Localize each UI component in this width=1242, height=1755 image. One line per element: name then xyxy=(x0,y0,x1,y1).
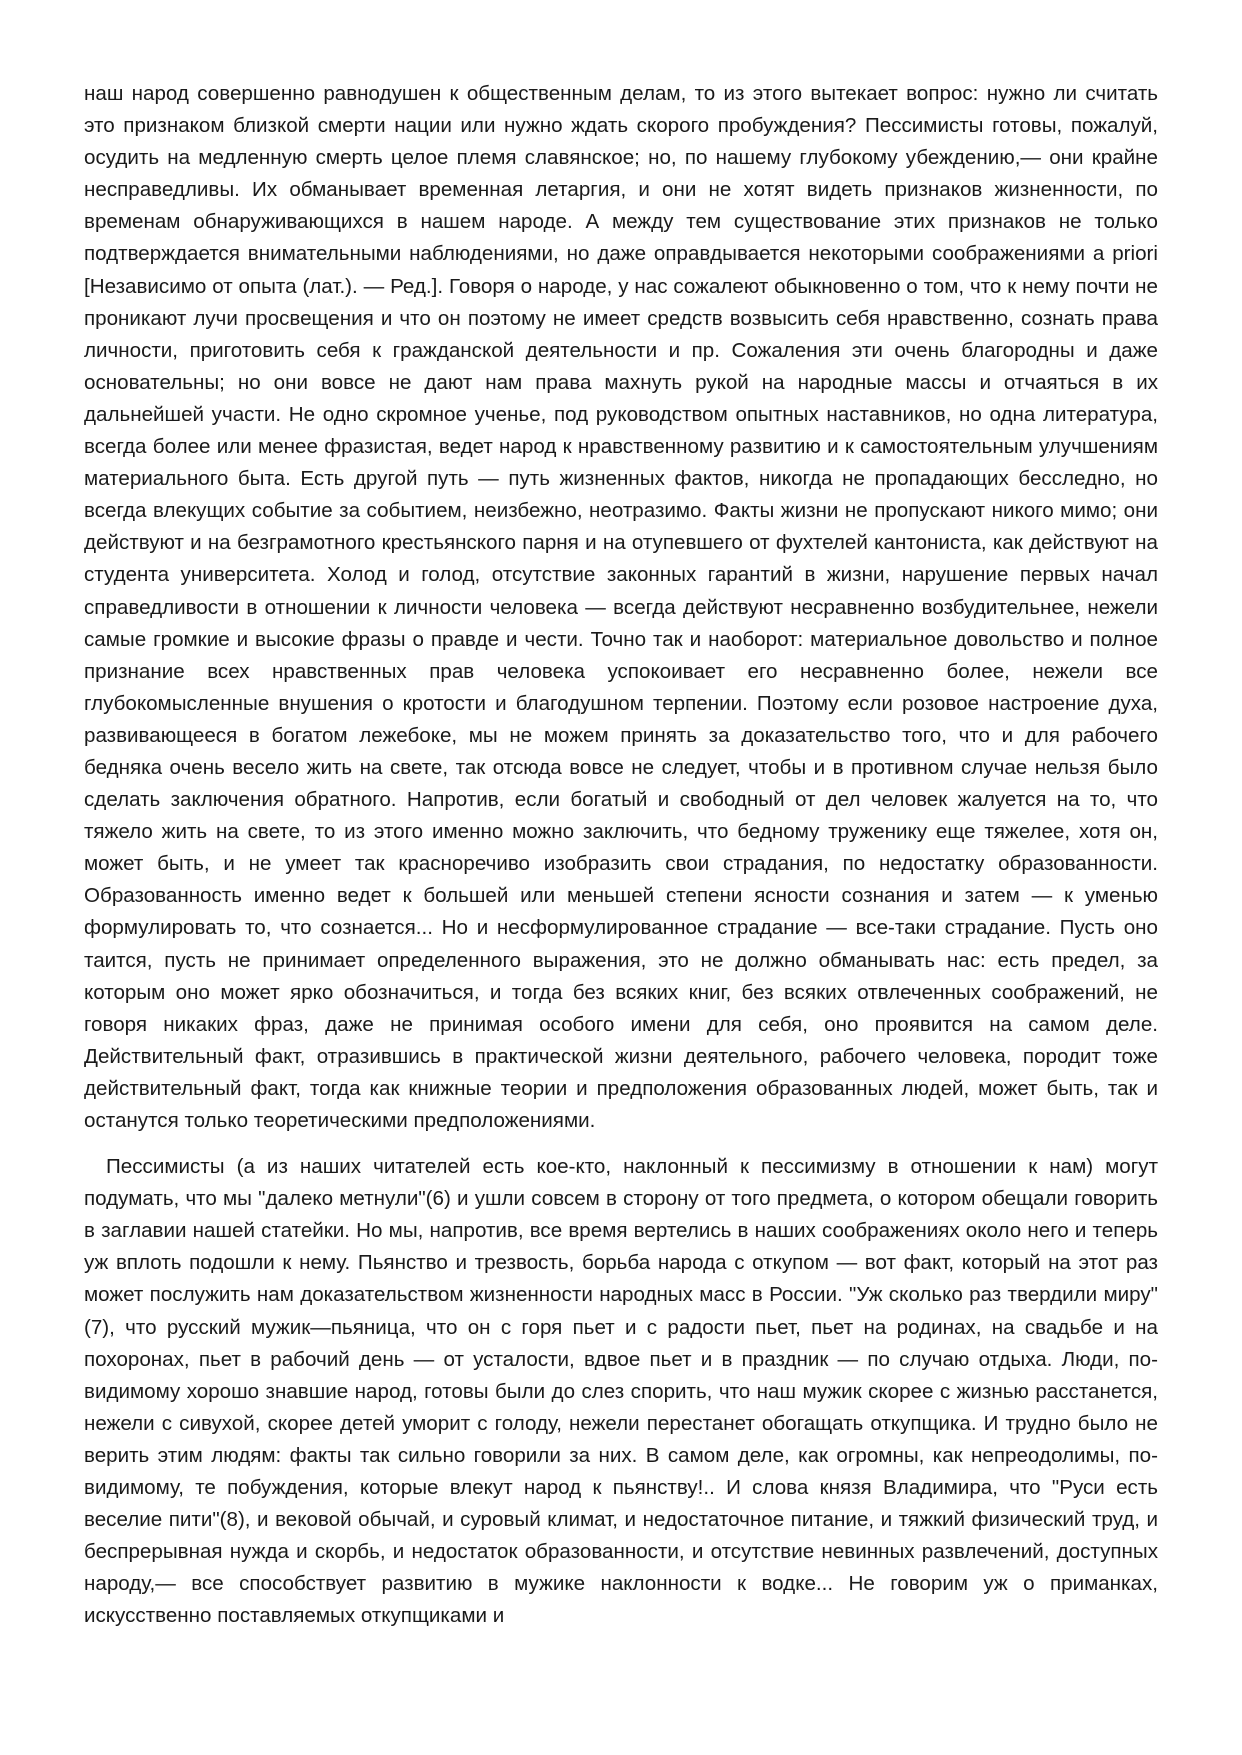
document-page xyxy=(84,78,1158,1633)
paragraph-1: наш народ совершенно равнодушен к общественным делам, то из этого вытекает вопрос: нужно ли считать это признаком близкой смерти нации или нужно ждать скорого пробуждения? Пессимисты готовы, пожалуй, осудить на медленную смерть целое племя славянское; но, по нашему глубокому убеждению,— они крайне несправедливы. Их обманывает временная летаргия, и они не хотят видеть признаков жизненности, по временам обнаруживающихся в нашем народе. А между тем существование этих признаков не только подтверждается внимательными наблюдениями, но даже оправдывается некоторыми соображениями a priori [Независимо от опыта (лат.). — Ред.]. Говоря о народе, у нас сожалеют обыкновенно о том, что к нему почти не проникают лучи просвещения и что он поэтому не имеет средств возвысить себя нравственно, сознать права личности, приготовить себя к гражданской деятельности и пр. Сожаления эти очень благородны и даже основательны; но они вовсе не дают нам права махнуть рукой на народные массы и отчаяться в их дальнейшей участи. Не одно скромное ученье, под руководством опытных наставников, но одна литература, всегда более или менее фразистая, ведет народ к нравственному развитию и к самостоятельным улучшениям материального быта. Есть другой путь — путь жизненных фактов, никогда не пропадающих бесследно, но всегда влекущих событие за событием, неизбежно, неотразимо. Факты жизни не пропускают никого мимо; они действуют и на безграмотного крестьянского парня и на отупевшего от фухтелей кантониста, как действуют на студента университета. Холод и голод, отсутствие законных гарантий в жизни, нарушение первых начал справедливости в отношении к личности человека — всегда действуют несравненно возбудительнее, нежели самые громкие и высокие фразы о правде и чести. Точно так и наоборот: материальное довольство и полное признание всех нравственных прав человека успокоивает его несравненно более, нежели все глубокомысленные внушения о кротости и благодушном терпении. Поэтому если розовое настроение духа, развивающееся в богатом лежебоке, мы не можем принять за доказательство того, что и для рабочего бедняка очень весело жить на свете, так отсюда вовсе не следует, чтобы и в противном случае нельзя было сделать заключения обратного. Напротив, если богатый и свободный от дел человек жалуется на то, что тяжело жить на свете, то из этого именно можно заключить, что бедному труженику еще тяжелее, хотя он, может быть, и не умеет так красноречиво изобразить свои страдания, по недостатку образованности. Образованность именно ведет к большей или меньшей степени ясности сознания и затем — к уменью формулировать то, что сознается... Но и несформулированное страдание — все-таки страдание. Пусть оно таится, пусть не принимает определенного выражения, это не должно обманывать нас: есть предел, за которым оно может ярко обозначиться, и тогда без всяких книг, без всяких отвлеченных соображений, не говоря никаких фраз, даже не принимая особого имени для себя, оно проявится на самом деле. Действительный факт, отразившись в практической жизни деятельного, рабочего человека, породит тоже действительный факт, тогда как книжные теории и предположения образованных людей, может быть, так и останутся только теоретическими предположениями. xyxy=(84,82,1158,1132)
paragraph-2: Пессимисты (а из наших читателей есть кое-кто, наклонный к пессимизму в отношении к нам) могут подумать, что мы "далеко метнули"(6) и ушли совсем в сторону от того предмета, о котором обещали говорить в заглавии нашей статейки. Но мы, напротив, все время вертелись в наших соображениях около него и теперь уж вплоть подошли к нему. Пьянство и трезвость, борьба народа с откупом — вот факт, который на этот раз может послужить нам доказательством жизненности народных масс в России. "Уж сколько раз твердили миру"(7), что русский мужик—пьяница, что он с горя пьет и с радости пьет, пьет на родинах, на свадьбе и на похоронах, пьет в рабочий день — от усталости, вдвое пьет и в праздник — по случаю отдыха. Люди, по-видимому хорошо знавшие народ, готовы были до слез спорить, что наш мужик скорее с жизнью расстанется, нежели с сивухой, скорее детей уморит с голоду, нежели перестанет обогащать откупщика. И трудно было не верить этим людям: факты так сильно говорили за них. В самом деле, как огромны, как непреодолимы, по-видимому, те побуждения, которые влекут народ к пьянству!.. И слова князя Владимира, что "Руси есть веселие пити"(8), и вековой обычай, и суровый климат, и недостаточное питание, и тяжкий физический труд, и беспрерывная нужда и скорбь, и недостаток образованности, и отсутствие невинных развлечений, доступных народу,— все способствует развитию в мужике наклонности к водке... Не говорим уж о приманках, искусственно поставляемых откупщиками и xyxy=(84,1155,1158,1628)
